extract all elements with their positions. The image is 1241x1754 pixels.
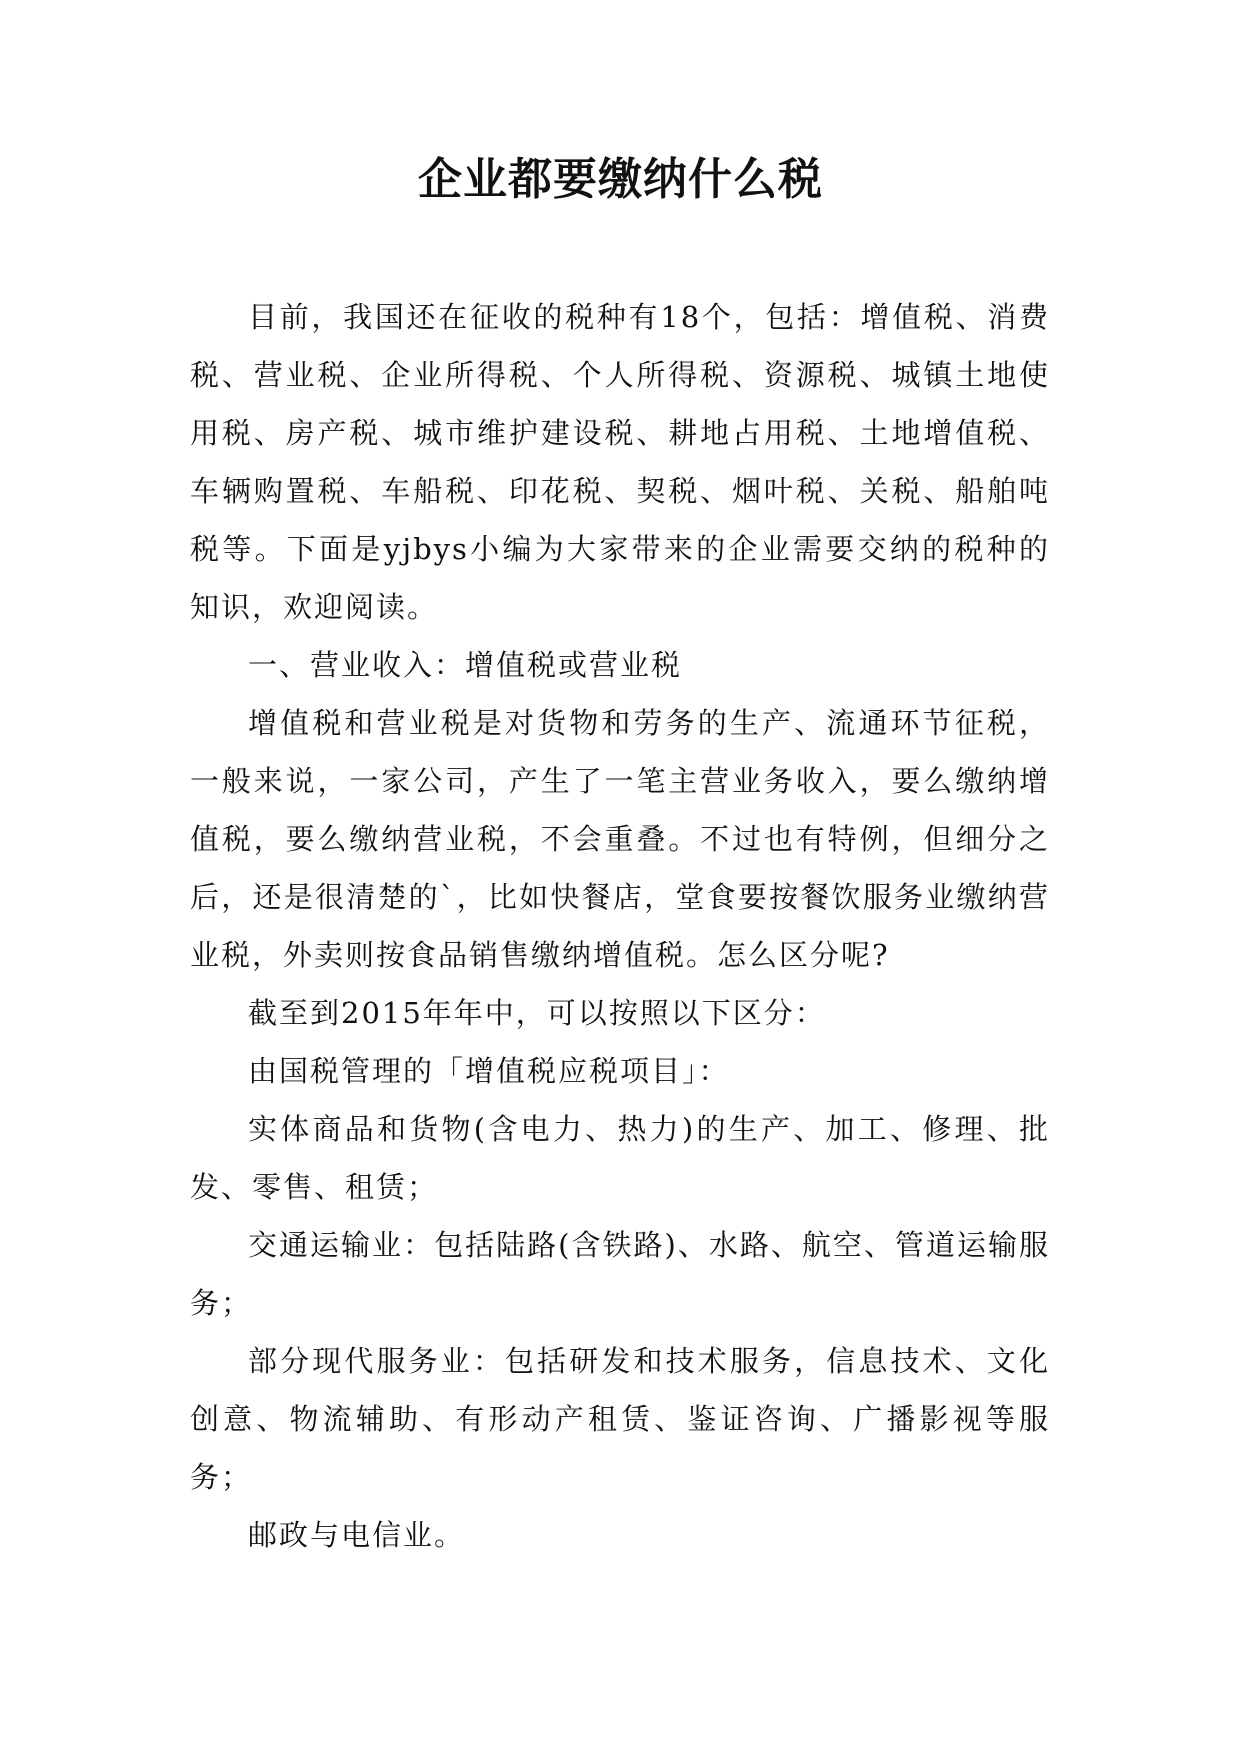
paragraph-modern-services: 部分现代服务业：包括研发和技术服务，信息技术、文化创意、物流辅助、有形动产租赁、鉴证咨询、广播影视等服务； xyxy=(190,1344,1050,1494)
document-title: 企业都要缴纳什么税 xyxy=(418,154,823,205)
paragraph-transportation: 交通运输业：包括陆路(含铁路)、水路、航空、管道运输服务； xyxy=(190,1228,1050,1320)
paragraph-vat-items-heading: 由国税管理的「增值税应税项目」： xyxy=(248,1054,730,1088)
paragraph-physical-goods: 实体商品和货物(含电力、热力)的生产、加工、修理、批发、零售、租赁； xyxy=(190,1112,1050,1204)
paragraph-section-heading: 一、营业收入：增值税或营业税 xyxy=(248,648,683,682)
paragraph-vat-business-tax: 增值税和营业税是对货物和劳务的生产、流通环节征税，一般来说，一家公司，产生了一笔主营业务收入，要么缴纳增值税，要么缴纳营业税，不会重叠。不过也有特例，但细分之后，还是很清楚的`，比如快餐店，堂食要按餐饮服务业缴纳营业税，外卖则按食品销售缴纳增值税。怎么区分呢? xyxy=(190,706,1050,972)
paragraph-postal-telecom: 邮政与电信业。 xyxy=(248,1518,466,1552)
paragraph-intro: 目前，我国还在征收的税种有18个，包括：增值税、消费税、营业税、企业所得税、个人所得税、资源税、城镇土地使用税、房产税、城市维护建设税、耕地占用税、土地增值税、车辆购置税、车船税、印花税、契税、烟叶税、关税、船舶吨税等。下面是yjbys小编为大家带来的企业需要交纳的税种的知识，欢迎阅读。 xyxy=(190,300,1050,624)
document-body xyxy=(190,288,1050,1564)
paragraph-distinction-intro: 截至到2015年年中，可以按照以下区分： xyxy=(248,996,826,1030)
